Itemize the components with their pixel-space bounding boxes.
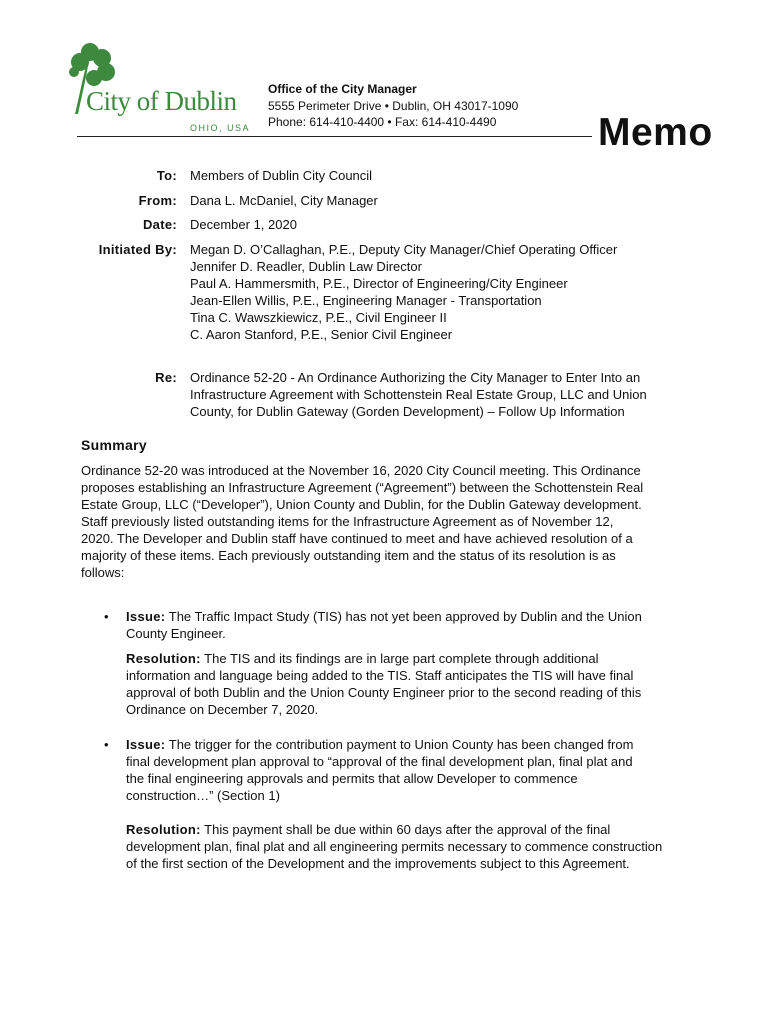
resolution-line: approval of both Dublin and the Union County Engineer prior to the second reading of this bbox=[126, 685, 642, 700]
re-line: County, for Dublin Gateway (Gorden Development) – Follow Up Information bbox=[190, 404, 625, 419]
re-line: Infrastructure Agreement with Schottenstein Real Estate Group, LLC and Union bbox=[190, 387, 647, 402]
issue-line bbox=[126, 737, 633, 752]
office-phone-fax: Phone: 614-410-4400 • Fax: 614-410-4490 bbox=[268, 115, 497, 129]
summary-line: Estate Group, LLC (“Developer”), Union County and Dublin, for the Dublin Gateway development. bbox=[81, 497, 642, 512]
resolution-text: The TIS and its findings are in large part complete through additional bbox=[200, 651, 599, 666]
issue-line: construction…” (Section 1) bbox=[126, 788, 280, 803]
resolution-line bbox=[126, 651, 599, 666]
re-line: Ordinance 52-20 - An Ordinance Authorizing the City Manager to Enter Into an bbox=[190, 370, 641, 385]
issue-label: Issue: bbox=[126, 737, 166, 752]
issue-line bbox=[126, 609, 642, 624]
date-value: December 1, 2020 bbox=[190, 217, 297, 232]
resolution-label: Resolution: bbox=[126, 651, 201, 666]
resolution-line: information and language being added to the TIS. Staff anticipates the TIS will have final bbox=[126, 668, 634, 683]
summary-line: majority of these items. Each previously outstanding item and the status of its resolution is as bbox=[81, 548, 616, 563]
initiated-by-line: Jean-Ellen Willis, P.E., Engineering Manager - Transportation bbox=[190, 293, 542, 308]
summary-heading: Summary bbox=[81, 437, 147, 453]
office-title: Office of the City Manager bbox=[268, 82, 417, 96]
date-label: Date: bbox=[142, 217, 177, 232]
office-address: 5555 Perimeter Drive • Dublin, OH 43017-1090 bbox=[268, 99, 519, 113]
summary-line: proposes establishing an Infrastructure Agreement (“Agreement”) between the Schottenstein Real bbox=[81, 480, 644, 495]
resolution-line: Ordinance on December 7, 2020. bbox=[126, 702, 319, 717]
initiated-by-line: C. Aaron Stanford, P.E., Senior Civil Engineer bbox=[190, 327, 453, 342]
resolution-line: development plan, final plat and all engineering permits necessary to commence construction bbox=[126, 839, 663, 854]
from-label: From: bbox=[138, 193, 177, 208]
logo-wordmark: City of Dublin bbox=[86, 86, 237, 116]
to-value: Members of Dublin City Council bbox=[190, 168, 373, 183]
resolution-line: of the first section of the Development and the improvements subject to this Agreement. bbox=[126, 856, 630, 871]
issue-line: County Engineer. bbox=[126, 626, 226, 641]
to-label: To: bbox=[156, 168, 177, 183]
resolution-label: Resolution: bbox=[126, 822, 201, 837]
summary-line: follows: bbox=[81, 565, 125, 580]
initiated-by-line: Megan D. O’Callaghan, P.E., Deputy City Manager/Chief Operating Officer bbox=[190, 242, 618, 257]
initiated-by-line: Paul A. Hammersmith, P.E., Director of Engineering/City Engineer bbox=[190, 276, 568, 291]
from-value: Dana L. McDaniel, City Manager bbox=[190, 193, 378, 208]
resolution-line bbox=[126, 822, 610, 837]
re-label: Re: bbox=[155, 370, 177, 385]
bullet-icon: • bbox=[104, 737, 109, 752]
issue-line: the final engineering approvals and permits that allow Developer to commence bbox=[126, 771, 578, 786]
issue-line: final development plan approval to “approval of the final development plan, final plat and bbox=[126, 754, 633, 769]
bullet-icon: • bbox=[104, 609, 109, 624]
header-divider bbox=[77, 136, 592, 137]
memo-title: Memo bbox=[598, 111, 713, 154]
initiated-by-line: Tina C. Wawszkiewicz, P.E., Civil Engineer II bbox=[190, 310, 447, 325]
issue-label: Issue: bbox=[126, 609, 166, 624]
issue-text: The trigger for the contribution payment to Union County has been changed from bbox=[165, 737, 634, 752]
summary-line: Staff previously listed outstanding items for the Infrastructure Agreement as of November 12, bbox=[81, 514, 614, 529]
initiated-by-line: Jennifer D. Readler, Dublin Law Director bbox=[190, 259, 422, 274]
initiated-by-label: Initiated By: bbox=[98, 242, 177, 257]
logo-subtext: OHIO, USA bbox=[190, 123, 251, 133]
summary-line: Ordinance 52-20 was introduced at the November 16, 2020 City Council meeting. This Ordinance bbox=[81, 463, 641, 478]
resolution-text: This payment shall be due within 60 days after the approval of the final bbox=[200, 822, 611, 837]
issue-text: The Traffic Impact Study (TIS) has not yet been approved by Dublin and the Union bbox=[165, 609, 642, 624]
summary-line: 2020. The Developer and Dublin staff have continued to meet and have achieved resolution of a bbox=[81, 531, 633, 546]
